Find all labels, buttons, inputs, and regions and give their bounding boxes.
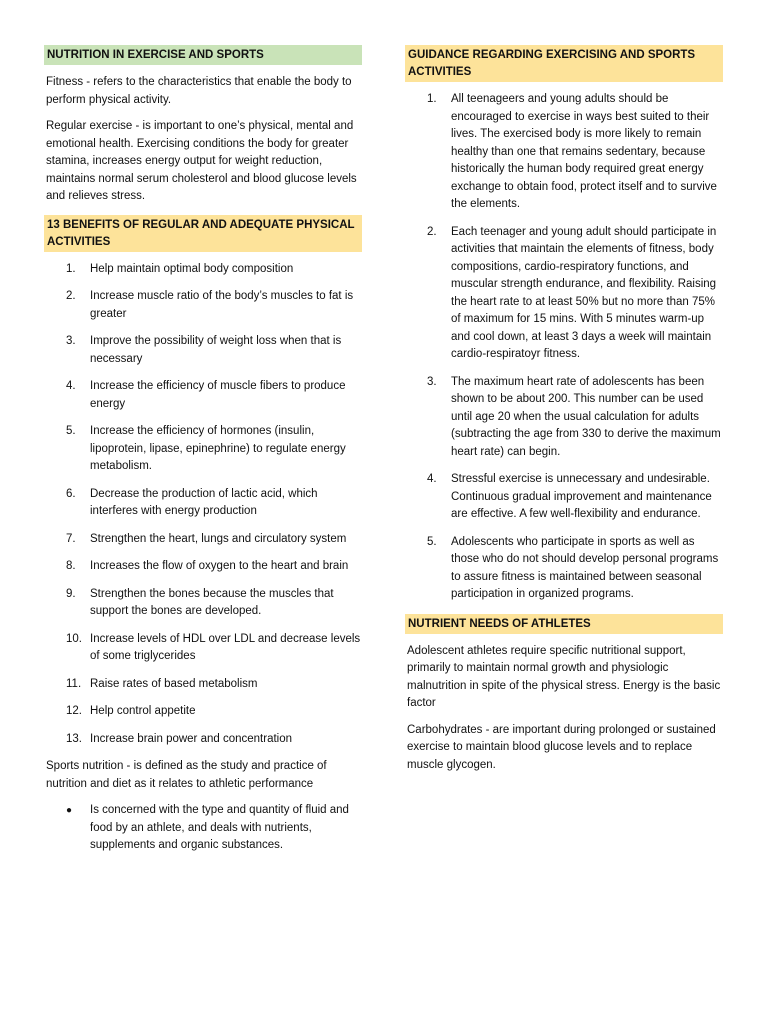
list-text: Raise rates of based metabolism (90, 677, 258, 690)
list-text: Increase the efficiency of hormones (insulin, lipoprotein, lipase, epinephrine) to regulate energy metabolism. (90, 425, 346, 472)
para-athletes: Adolescent athletes require specific nutritional support, primarily to maintain normal growth and physiologic malnutrition in spite of the physical stress. Energy is the basic factor (407, 644, 721, 709)
list-number: 8. (66, 560, 76, 572)
list-number: 3. (427, 375, 437, 388)
benefit-item (44, 378, 362, 413)
list-number: 2. (66, 290, 76, 302)
para-carbohydrates: Carbohydrates - are important during prolonged or sustained exercise to maintain blood glucose levels and to replace muscle glycogen. (407, 723, 716, 771)
list-text: Strengthen the heart, lungs and circulatory system (90, 532, 347, 545)
list-item (44, 802, 362, 855)
list-text: Adolescents who participate in sports as well as those who do not should develop personal programs to assure fitness is maintained between seasonal participation in organized programs. (451, 535, 719, 600)
benefit-item (44, 531, 362, 549)
guidance-item (405, 224, 723, 364)
list-number: 5. (66, 425, 76, 437)
list-text: Stressful exercise is unnecessary and undesirable. Continuous gradual improvement and maintenance are effective. A few well-flexibility and endurance. (451, 473, 712, 520)
list-number: 11. (66, 677, 82, 690)
bullet-icon: ● (66, 805, 73, 816)
list-text: Increase muscle ratio of the body’s muscles to fat is greater (90, 290, 354, 320)
benefit-item (44, 731, 362, 749)
list-number: 5. (427, 535, 437, 548)
list-number: 13. (66, 732, 82, 745)
benefit-item (44, 631, 362, 666)
list-text: Help maintain optimal body composition (90, 262, 294, 275)
list-text: Increases the flow of oxygen to the heart and brain (90, 560, 349, 572)
list-number: 6. (66, 487, 76, 500)
list-text: Strengthen the bones because the muscles that support the bones are developed. (90, 587, 334, 617)
list-text: Each teenager and young adult should participate in activities that maintain the elements of fitness, body compositions, cardio-respiratory functions, and muscular strength endurance, and flexibility. Raising the heart rate to at least 50% but no more than 75% of maximum for 15 mins. With 5 minutes warm-up and cool down, at least 3 days a week will maintain cardio-respiratoyr fitness. (451, 225, 717, 360)
left-column (44, 45, 362, 855)
list-number: 3. (66, 335, 76, 347)
guidance-list (405, 91, 723, 604)
bullet-text: Is concerned with the type and quantity of fluid and food by an athlete, and deals with nutrients, supplements and organic substances. (90, 804, 349, 851)
para-sports-nutrition: Sports nutrition - is defined as the study and practice of nutrition and diet as it relates to athletic performance (46, 760, 327, 790)
heading-nutrient-needs: NUTRIENT NEEDS OF ATHLETES (405, 614, 723, 634)
guidance-item (405, 471, 723, 524)
para-regular-exercise: Regular exercise - is important to one’s physical, mental and emotional health. Exercising conditions the body for greater stamina, increases energy output for weight reduction, maintains normal serum cholesterol and blood glucose levels and relieves stress. (46, 120, 357, 202)
guidance-item (405, 374, 723, 462)
list-text: Increase the efficiency of muscle fibers to produce energy (90, 380, 346, 410)
benefit-item (44, 676, 362, 694)
benefit-item (44, 288, 362, 323)
list-text: Increase brain power and concentration (90, 732, 293, 745)
list-number: 12. (66, 705, 82, 717)
para-fitness: Fitness - refers to the characteristics that enable the body to perform physical activity. (46, 76, 352, 106)
list-text: The maximum heart rate of adolescents has been shown to be about 200. This number can be used until age 20 when the usual calculation for adults (subtracting the age from 330 to derive the maximum heart rate) can begin. (451, 375, 721, 458)
list-text: Help control appetite (90, 705, 196, 717)
benefit-item (44, 703, 362, 721)
list-number: 4. (66, 380, 76, 392)
list-number: 9. (66, 587, 76, 600)
list-number: 7. (66, 532, 76, 545)
right-column (405, 45, 723, 783)
list-number: 1. (66, 262, 76, 275)
list-number: 4. (427, 473, 437, 485)
benefit-item (44, 558, 362, 576)
list-number: 10. (66, 632, 82, 645)
heading-guidance: GUIDANCE REGARDING EXERCISING AND SPORTS ACTIVITIES (405, 45, 723, 82)
benefits-list (44, 261, 362, 749)
benefit-item (44, 486, 362, 521)
heading-13-benefits: 13 BENEFITS OF REGULAR AND ADEQUATE PHYSICAL ACTIVITIES (44, 215, 362, 252)
sports-nutrition-bullets (44, 802, 362, 855)
guidance-item (405, 534, 723, 604)
benefit-item (44, 333, 362, 368)
guidance-item (405, 91, 723, 214)
list-text: Improve the possibility of weight loss when that is necessary (90, 335, 342, 365)
list-number: 1. (427, 93, 437, 105)
benefit-item (44, 261, 362, 279)
list-number: 2. (427, 225, 437, 238)
benefit-item (44, 586, 362, 621)
list-text: All teenageers and young adults should be encouraged to exercise in ways best suited to their lives. The exercised body is more likely to remain healthy than one that remains sedentary, because historically the human body required great energy exchange to obtain food, protect itself and to survive the elements. (451, 93, 717, 210)
list-text: Decrease the production of lactic acid, which interferes with energy production (90, 487, 318, 517)
benefit-item (44, 423, 362, 476)
heading-nutrition-exercise: NUTRITION IN EXERCISE AND SPORTS (44, 45, 362, 65)
list-text: Increase levels of HDL over LDL and decrease levels of some triglycerides (90, 632, 361, 662)
